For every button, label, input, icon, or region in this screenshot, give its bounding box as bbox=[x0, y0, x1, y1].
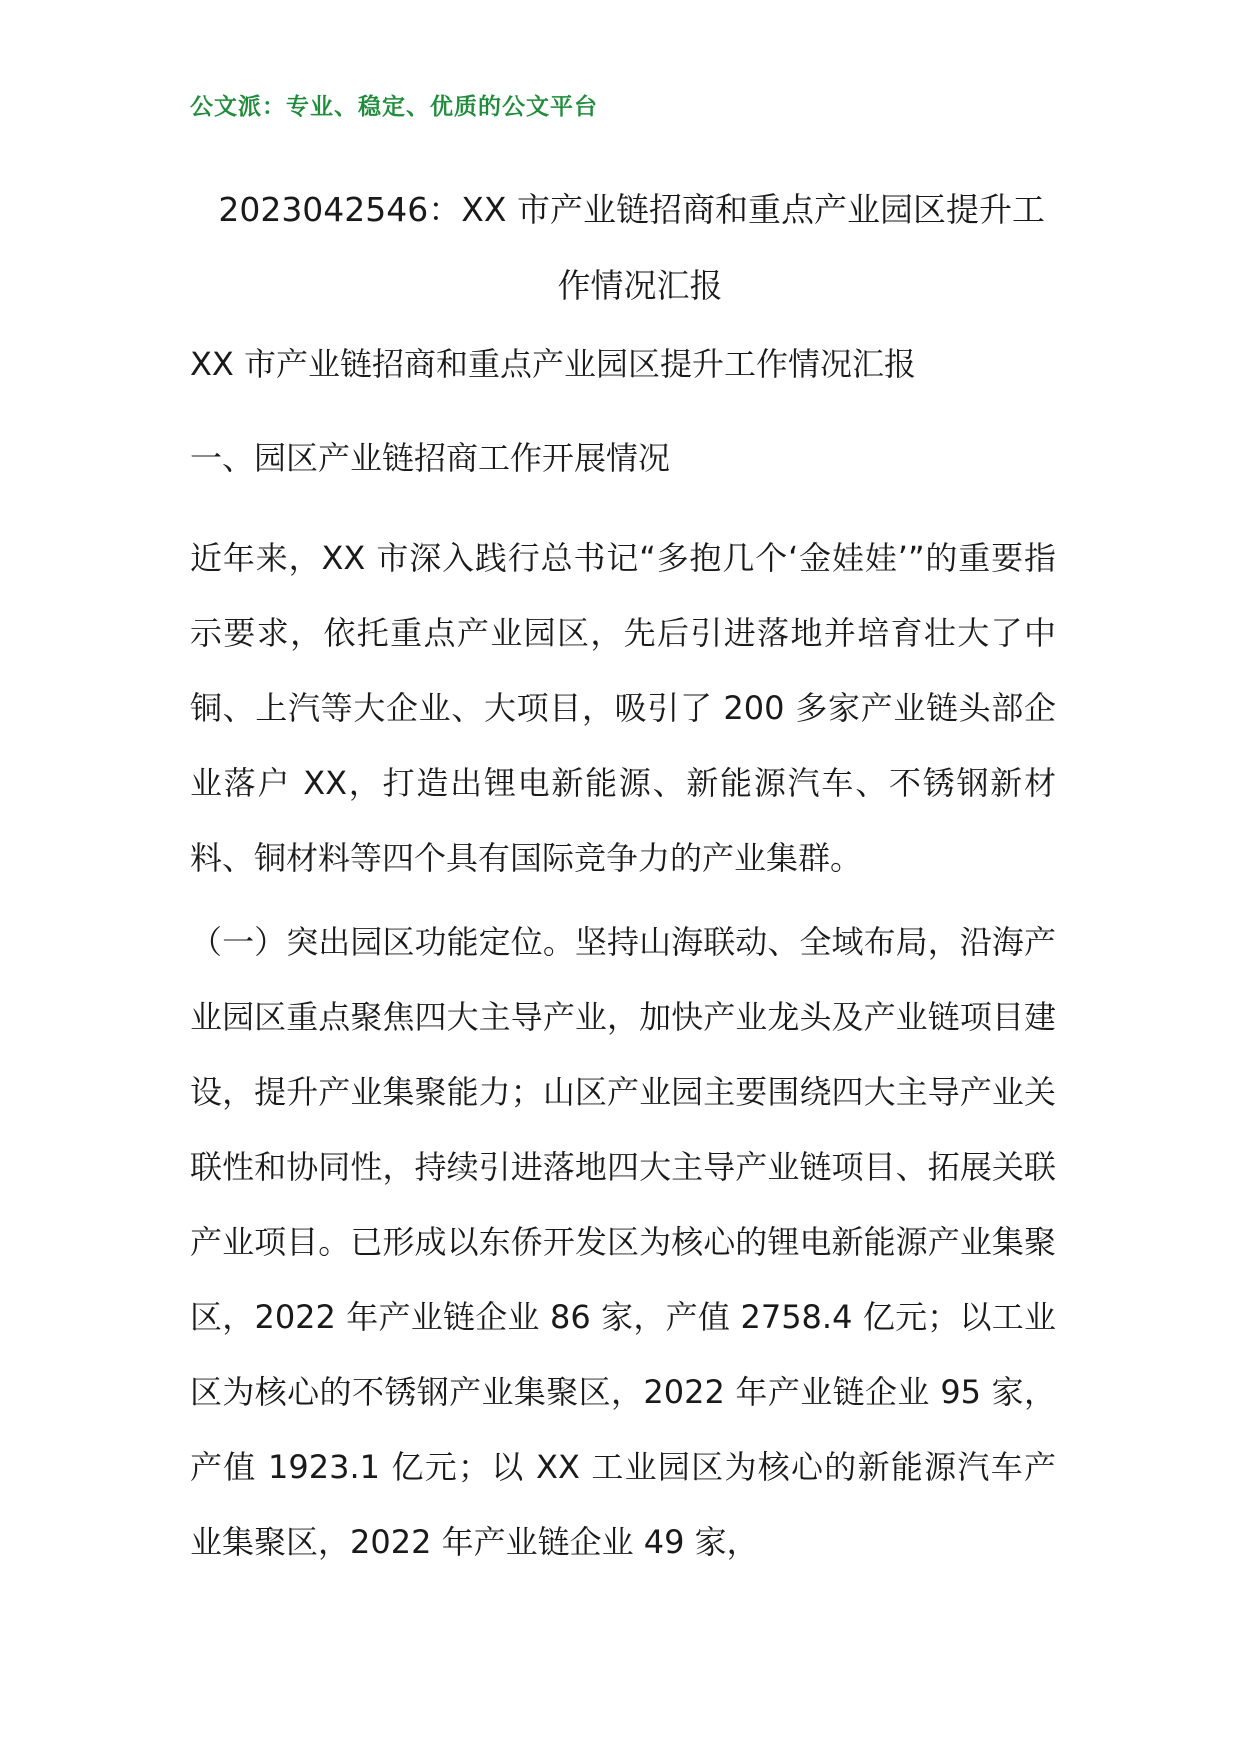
document-title-line-1: 2023042546：XX 市产业链招商和重点产业园区提升工 bbox=[218, 190, 1045, 229]
section-heading: 一、园区产业链招商工作开展情况 bbox=[190, 439, 671, 477]
paragraph-section-1: （一）突出园区功能定位。坚持山海联动、全域布局，沿海产业园区重点聚焦四大主导产业，加快产业龙头及产业链项目建设，提升产业集聚能力；山区产业园主要围绕四大主导产业关联性和协同性，持续引进落地四大主导产业链项目、拓展关联产业项目。已形成以东侨开发区为核心的锂电新能源产业集聚区，2022 年产业链企业 86 家，产值 2758.4 亿元；以工业区为核心的不锈钢产业集聚区，2022 年产业链企业 95 家，产值 1923.1 亿元；以 XX 工业园区为核心的新能源汽车产业集聚区，2022 年产业链企业 49 家， bbox=[190, 923, 1056, 1561]
paragraph-intro: 近年来，XX 市深入践行总书记“多抱几个‘金娃娃’”的重要指示要求，依托重点产业园区，先后引进落地并培育壮大了中铜、上汽等大企业、大项目，吸引了 200 多家产业链头部企业落户 XX，打造出锂电新能源、新能源汽车、不锈钢新材料、铜材料等四个具有国际竞争力的产业集群。 bbox=[190, 539, 1056, 877]
document-title-line-2: 作情况汇报 bbox=[557, 266, 723, 305]
header-banner: 公文派：专业、稳定、优质的公文平台 bbox=[190, 94, 598, 120]
document-title bbox=[190, 172, 1050, 324]
document-subtitle: XX 市产业链招商和重点产业园区提升工作情况汇报 bbox=[190, 345, 917, 383]
